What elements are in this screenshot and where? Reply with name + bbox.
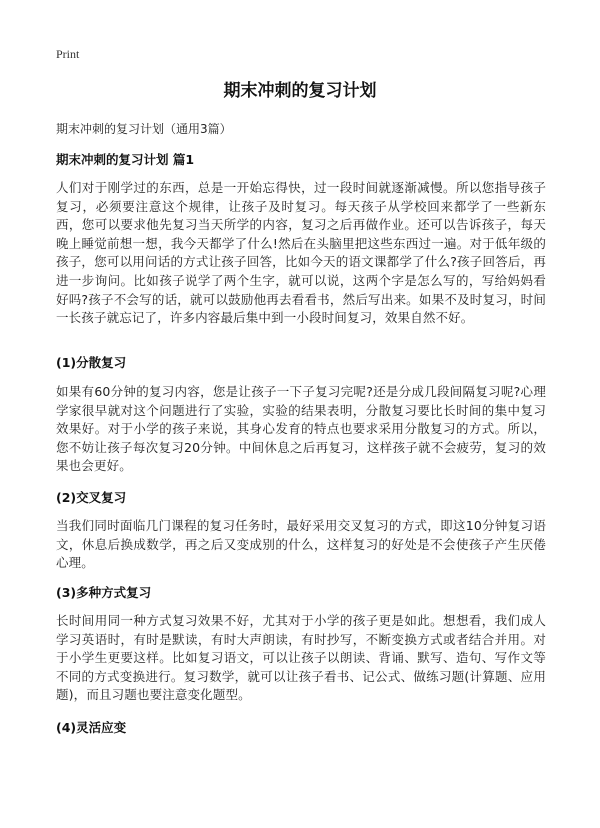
print-link[interactable]: Print [56, 47, 80, 61]
section-heading: (4)灵活应变 [56, 720, 127, 735]
document-title: 期末冲刺的复习计划 [223, 81, 377, 101]
section-paragraph: 当我们同时面临几门课程的复习任务时，最好采用交叉复习的方式，即这10分钟复习语文，休息后换成数学，再之后又变成别的什么，这样复习的好处是不会使孩子产生厌倦心理。 [56, 518, 546, 571]
section-heading: (3)多种方式复习 [56, 585, 152, 600]
section-paragraph: 长时间用同一种方式复习效果不好，尤其对于小学的孩子更是如此。想想看，我们成人学习英语时，有时是默读，有时大声朗读，有时抄写，不断变换方式或者结合并用。对于小学生更要这样。比如复习语文，可以让孩子以朗读、背诵、默写、造句、写作文等不同的方式变换进行。复习数学，就可以让孩子看书、记公式、做练习题(计算题、应用题)，而且习题也要注意变化题型。 [56, 613, 546, 703]
document-subtitle: 期末冲刺的复习计划（通用3篇） [56, 122, 232, 136]
section-heading: (2)交叉复习 [56, 490, 127, 505]
article-heading: 期末冲刺的复习计划 篇1 [56, 152, 195, 167]
section-paragraph: 如果有60分钟的复习内容，您是让孩子一下子复习完呢?还是分成几段间隔复习呢?心理学家很早就对这个问题进行了实验，实验的结果表明，分散复习要比长时间的集中复习效果好。对于小学的孩子来说，其身心发育的特点也要求采用分散复习的方式。所以，您不妨让孩子每次复习20分钟。中间休息之后再复习，这样孩子就不会疲劳，复习的效果也会更好。 [56, 384, 546, 474]
section-heading: (1)分散复习 [56, 355, 127, 370]
intro-paragraph: 人们对于刚学过的东西，总是一开始忘得快，过一段时间就逐渐减慢。所以您指导孩子复习，必须要注意这个规律，让孩子及时复习。每天孩子从学校回来都学了一些新东西，您可以要求他先复习当天所学的内容，复习之后再做作业。还可以告诉孩子，每天晚上睡觉前想一想，我今天都学了什么!然后在头脑里把这些东西过一遍。对于低年级的孩子，您可以用问话的方式让孩子回答，比如今天的语文课都学了什么?孩子回答后，再进一步询问。比如孩子说学了两个生字，就可以说，这两个字是怎么写的，写给妈妈看好吗?孩子不会写的话，就可以鼓励他再去看看书，然后写出来。如果不及时复习，时间一长孩子就忘记了，许多内容最后集中到一小段时间复习，效果自然不好。 [56, 180, 546, 326]
